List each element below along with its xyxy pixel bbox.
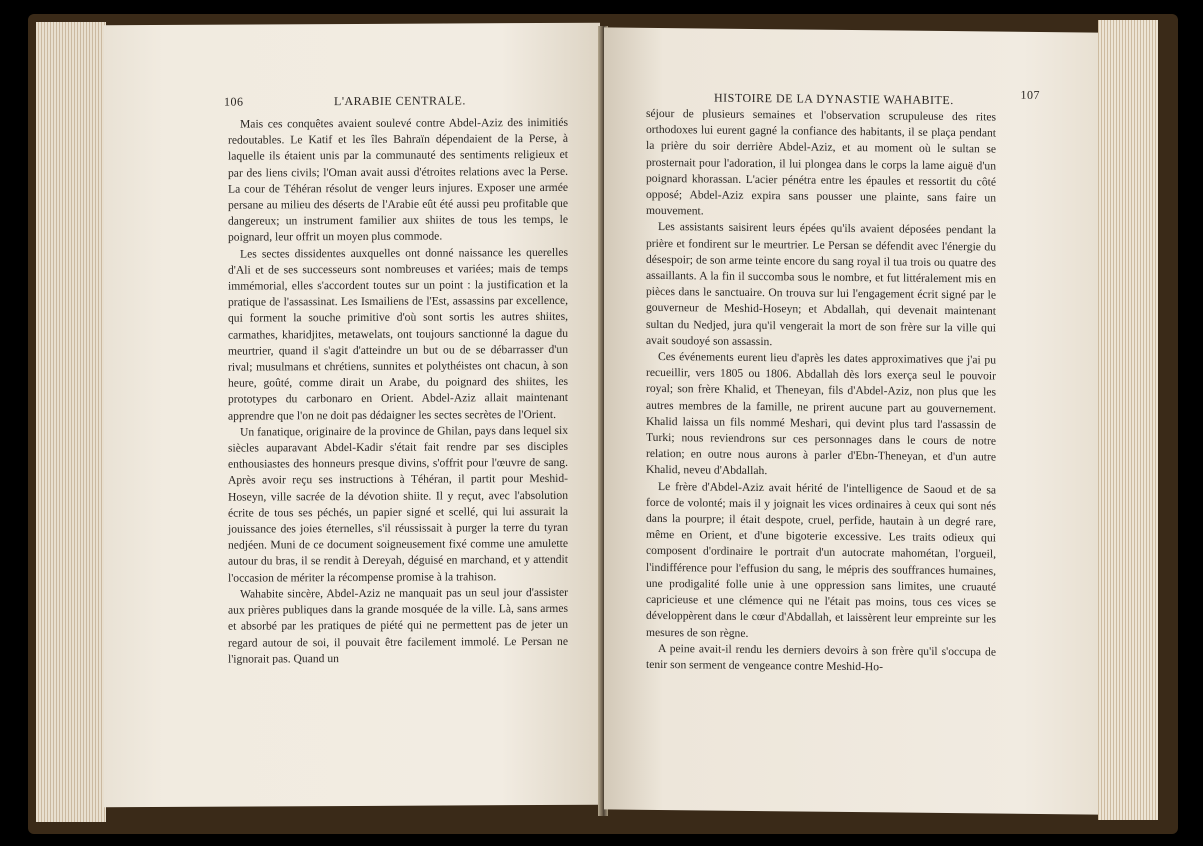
page-number: 106	[224, 94, 244, 109]
left-page-header	[224, 93, 540, 109]
paragraph: Un fanatique, originaire de la province de Ghilan, pays dans lequel six siècles auparavant Abdel-Kadir s'était fait rendre par ses disciples enthousiastes des honneurs presque divins, s'offrit pour l'œuvre de sang. Après avoir reçu ses instructions à Téhéran, il partit pour Meshid-Hoseyn, ville sacrée de la dévotion shiite. Il y reçut, avec l'absolution écrite de tous ses péchés, un papier signé et scellé, qui lui assurait la jouissance des joies éternelles, s'il réussissait à purger la terre du tyran nedjéen. Muni de ce document soigneusement fixé comme une amulette autour du bras, il se rendit à Dereyah, déguisé en marchand, et y attendit l'occasion de mériter la récompense promise à la trahison.	[228, 423, 568, 585]
page-edges-right	[1098, 20, 1158, 820]
paragraph: Wahabite sincère, Abdel-Aziz ne manquait pas un seul jour d'assister aux prières publiques dans la grande mosquée de la ville. Là, sans armes et absorbé par les pratiques de piété qui ne permettent pas de jeter un regard autour de soi, il pouvait être facilement immolé. Le Persan ne l'ignorait pas. Quand un	[228, 585, 568, 666]
paragraph: Les sectes dissidentes auxquelles ont donné naissance les querelles d'Ali et de ses successeurs sont nombreuses et variées; mais de temps immémorial, elles s'accordent toutes sur un point : la justification et la pratique de l'assassinat. Les Ismailiens de l'Est, assassins par excellence, qui forment la souche primitive d'où sont sortis les autres shiites, carmathes, kharidjites, metawelats, ont toujours sanctionné la dague du meurtrier, quand il s'agit d'atteindre un but ou de se débarrasser d'un rival; musulmans et chrétiens, sunnites et polythéistes ont chacun, à son heure, goûté, comme dirait un Arabe, du poignard des shiites, les prototypes du carbonaro en Orient. Abdel-Aziz allait maintenant apprendre que l'on ne doit pas dédaigner les sectes secrètes de l'Orient.	[228, 245, 568, 423]
left-page-body	[228, 115, 568, 668]
running-head: HISTOIRE DE LA DYNASTIE WAHABITE.	[714, 90, 954, 108]
page-edges-left	[36, 22, 106, 822]
paragraph: Mais ces conquêtes avaient soulevé contre Abdel-Aziz des inimitiés redoutables. Le Katif et les îles Bahraïn dépendaient de la Perse, à laquelle ils étaient unis par la communauté des sentiments religieux et par des liens civils; l'Oman avait aussi d'étroites relations avec la Perse. La cour de Téhéran résolut de venger leurs injures. Exposer une armée persane au milieu des déserts de l'Arabie eût été aussi peu profitable que dangereux; un instrument familier aux shiites de tous les temps, le poignard, leur offrit un moyen plus commode.	[228, 115, 568, 245]
paragraph: A peine avait-il rendu les derniers devoirs à son frère qu'il s'occupa de tenir son serment de vengeance contre Meshid-Ho-	[646, 641, 996, 674]
right-page-body	[646, 106, 996, 677]
right-page-header	[714, 87, 1040, 108]
running-head: L'ARABIE CENTRALE.	[334, 93, 466, 109]
paragraph: séjour de plusieurs semaines et l'observation scrupuleuse des rites orthodoxes lui eurent gagné la confiance des habitants, il se plaça pendant la prière du soir derrière Abdel-Aziz, et au moment où le sultan se prosternait pour l'adoration, il lui plongea dans le corps la lame aiguë d'un poignard khorassan. L'acier pénétra entre les épaules et ressortit du côté opposé; Abdel-Aziz expira sans pousser une plainte, sans faire un mouvement.	[646, 106, 996, 218]
paragraph: Ces événements eurent lieu d'après les dates approximatives que j'ai pu recueillir, vers 1805 ou 1806. Abdallah dès lors exerça seul le pouvoir royal; son frère Khalid, et Theneyan, fils d'Abdel-Aziz, non plus que les autres membres de la famille, ne prirent aucune part au gouvernement. Khalid laissa un fils nommé Meshari, qui devint plus tard l'assassin de Turki; nous reviendrons sur ces personnages dans le cours de notre relation; en outre nous aurons à parler d'Ebn-Theneyan, et d'un autre Khalid, neveu d'Abdallah.	[646, 350, 996, 478]
paragraph: Le frère d'Abdel-Aziz avait hérité de l'intelligence de Saoud et de sa force de volonté; mais il y joignait les vices ordinaires à ceux qui sont nés dans la pourpre; il était despote, cruel, perfide, hautain à un degré rare, même en Orient, et d'une bigoterie excessive. Les traits odieux qui composent d'ordinaire le portrait d'un autocrate mahométan, l'orgueil, l'indifférence pour l'effusion du sang, le mépris des souffrances humaines, une prodigalité folle unie à une oppression sans limites, une cruauté capricieuse et une clémence qui ne l'était pas moins, tous ces vices se développèrent dans le cœur d'Abdallah, et laissèrent leur empreinte sur les mesures de son règne.	[646, 479, 996, 640]
left-page	[104, 23, 600, 808]
right-page	[604, 27, 1098, 814]
page-number: 107	[1020, 87, 1040, 102]
paragraph: Les assistants saisirent leurs épées qu'ils avaient déposées pendant la prière et fondirent sur le meurtrier. Le Persan se défendit avec l'énergie du désespoir; de son arme teinte encore du sang royal il tua trois ou quatre des assaillants. A la fin il succomba sous le nombre, et fut littéralement mis en pièces dans le sanctuaire. On trouva sur lui l'engagement écrit signé par le gouverneur de Meshid-Hoseyn; et Abdallah, qui devenait maintenant sultan du Nedjed, jura qu'il vengerait la mort de son frère sur la ville qui avait soudoyé son assassin.	[646, 220, 996, 349]
